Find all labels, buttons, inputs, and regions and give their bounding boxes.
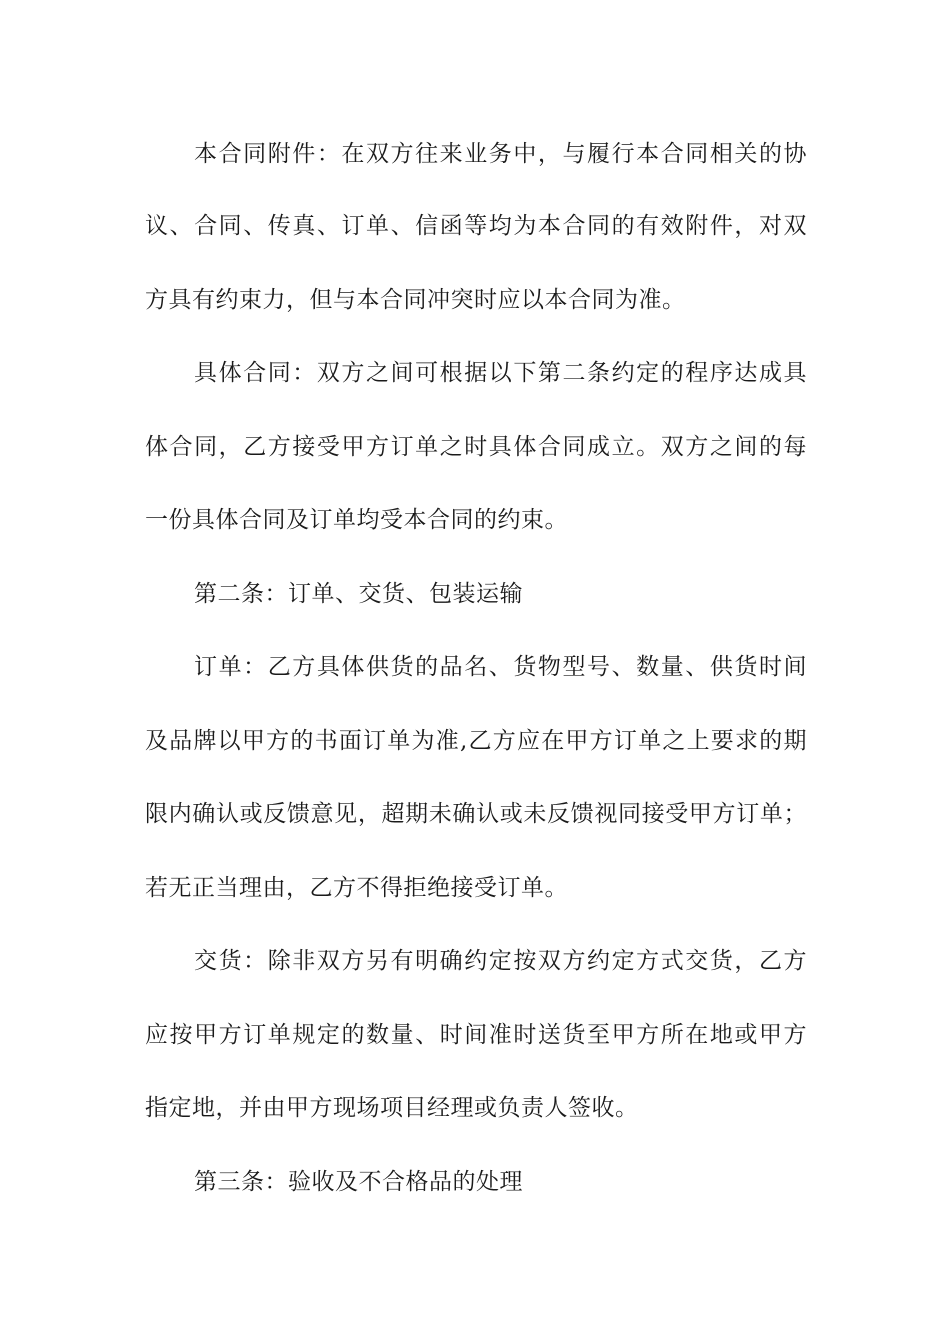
paragraph-order-line-4: 若无正当理由，乙方不得拒绝接受订单。 [145,875,568,901]
paragraph-specific-contract-line-3: 一份具体合同及订单均受本合同的约束。 [145,507,568,533]
section-heading-article-3: 第三条：验收及不合格品的处理 [194,1169,523,1195]
paragraph-order-line-3: 限内确认或反馈意见，超期未确认或未反馈视同接受甲方订单； [145,801,807,827]
paragraph-delivery-line-3: 指定地，并由甲方现场项目经理或负责人签收。 [145,1095,639,1121]
paragraph-attachments-line-3: 方具有约束力，但与本合同冲突时应以本合同为准。 [145,287,686,313]
paragraph-specific-contract-line-2: 体合同，乙方接受甲方订单之时具体合同成立。双方之间的每 [145,434,807,460]
section-heading-article-2: 第二条：订单、交货、包装运输 [194,581,523,607]
paragraph-order-line-1: 订单：乙方具体供货的品名、货物型号、数量、供货时间 [194,654,807,680]
paragraph-delivery-line-1: 交货：除非双方另有明确约定按双方约定方式交货，乙方 [194,948,807,974]
paragraph-attachments-line-1: 本合同附件：在双方往来业务中，与履行本合同相关的协 [194,141,807,167]
paragraph-delivery-line-2: 应按甲方订单规定的数量、时间准时送货至甲方所在地或甲方 [145,1022,807,1048]
paragraph-order-line-2: 及品牌以甲方的书面订单为准,乙方应在甲方订单之上要求的期 [145,728,807,754]
paragraph-specific-contract-line-1: 具体合同：双方之间可根据以下第二条约定的程序达成具 [194,360,807,386]
paragraph-attachments-line-2: 议、合同、传真、订单、信函等均为本合同的有效附件，对双 [145,213,807,239]
